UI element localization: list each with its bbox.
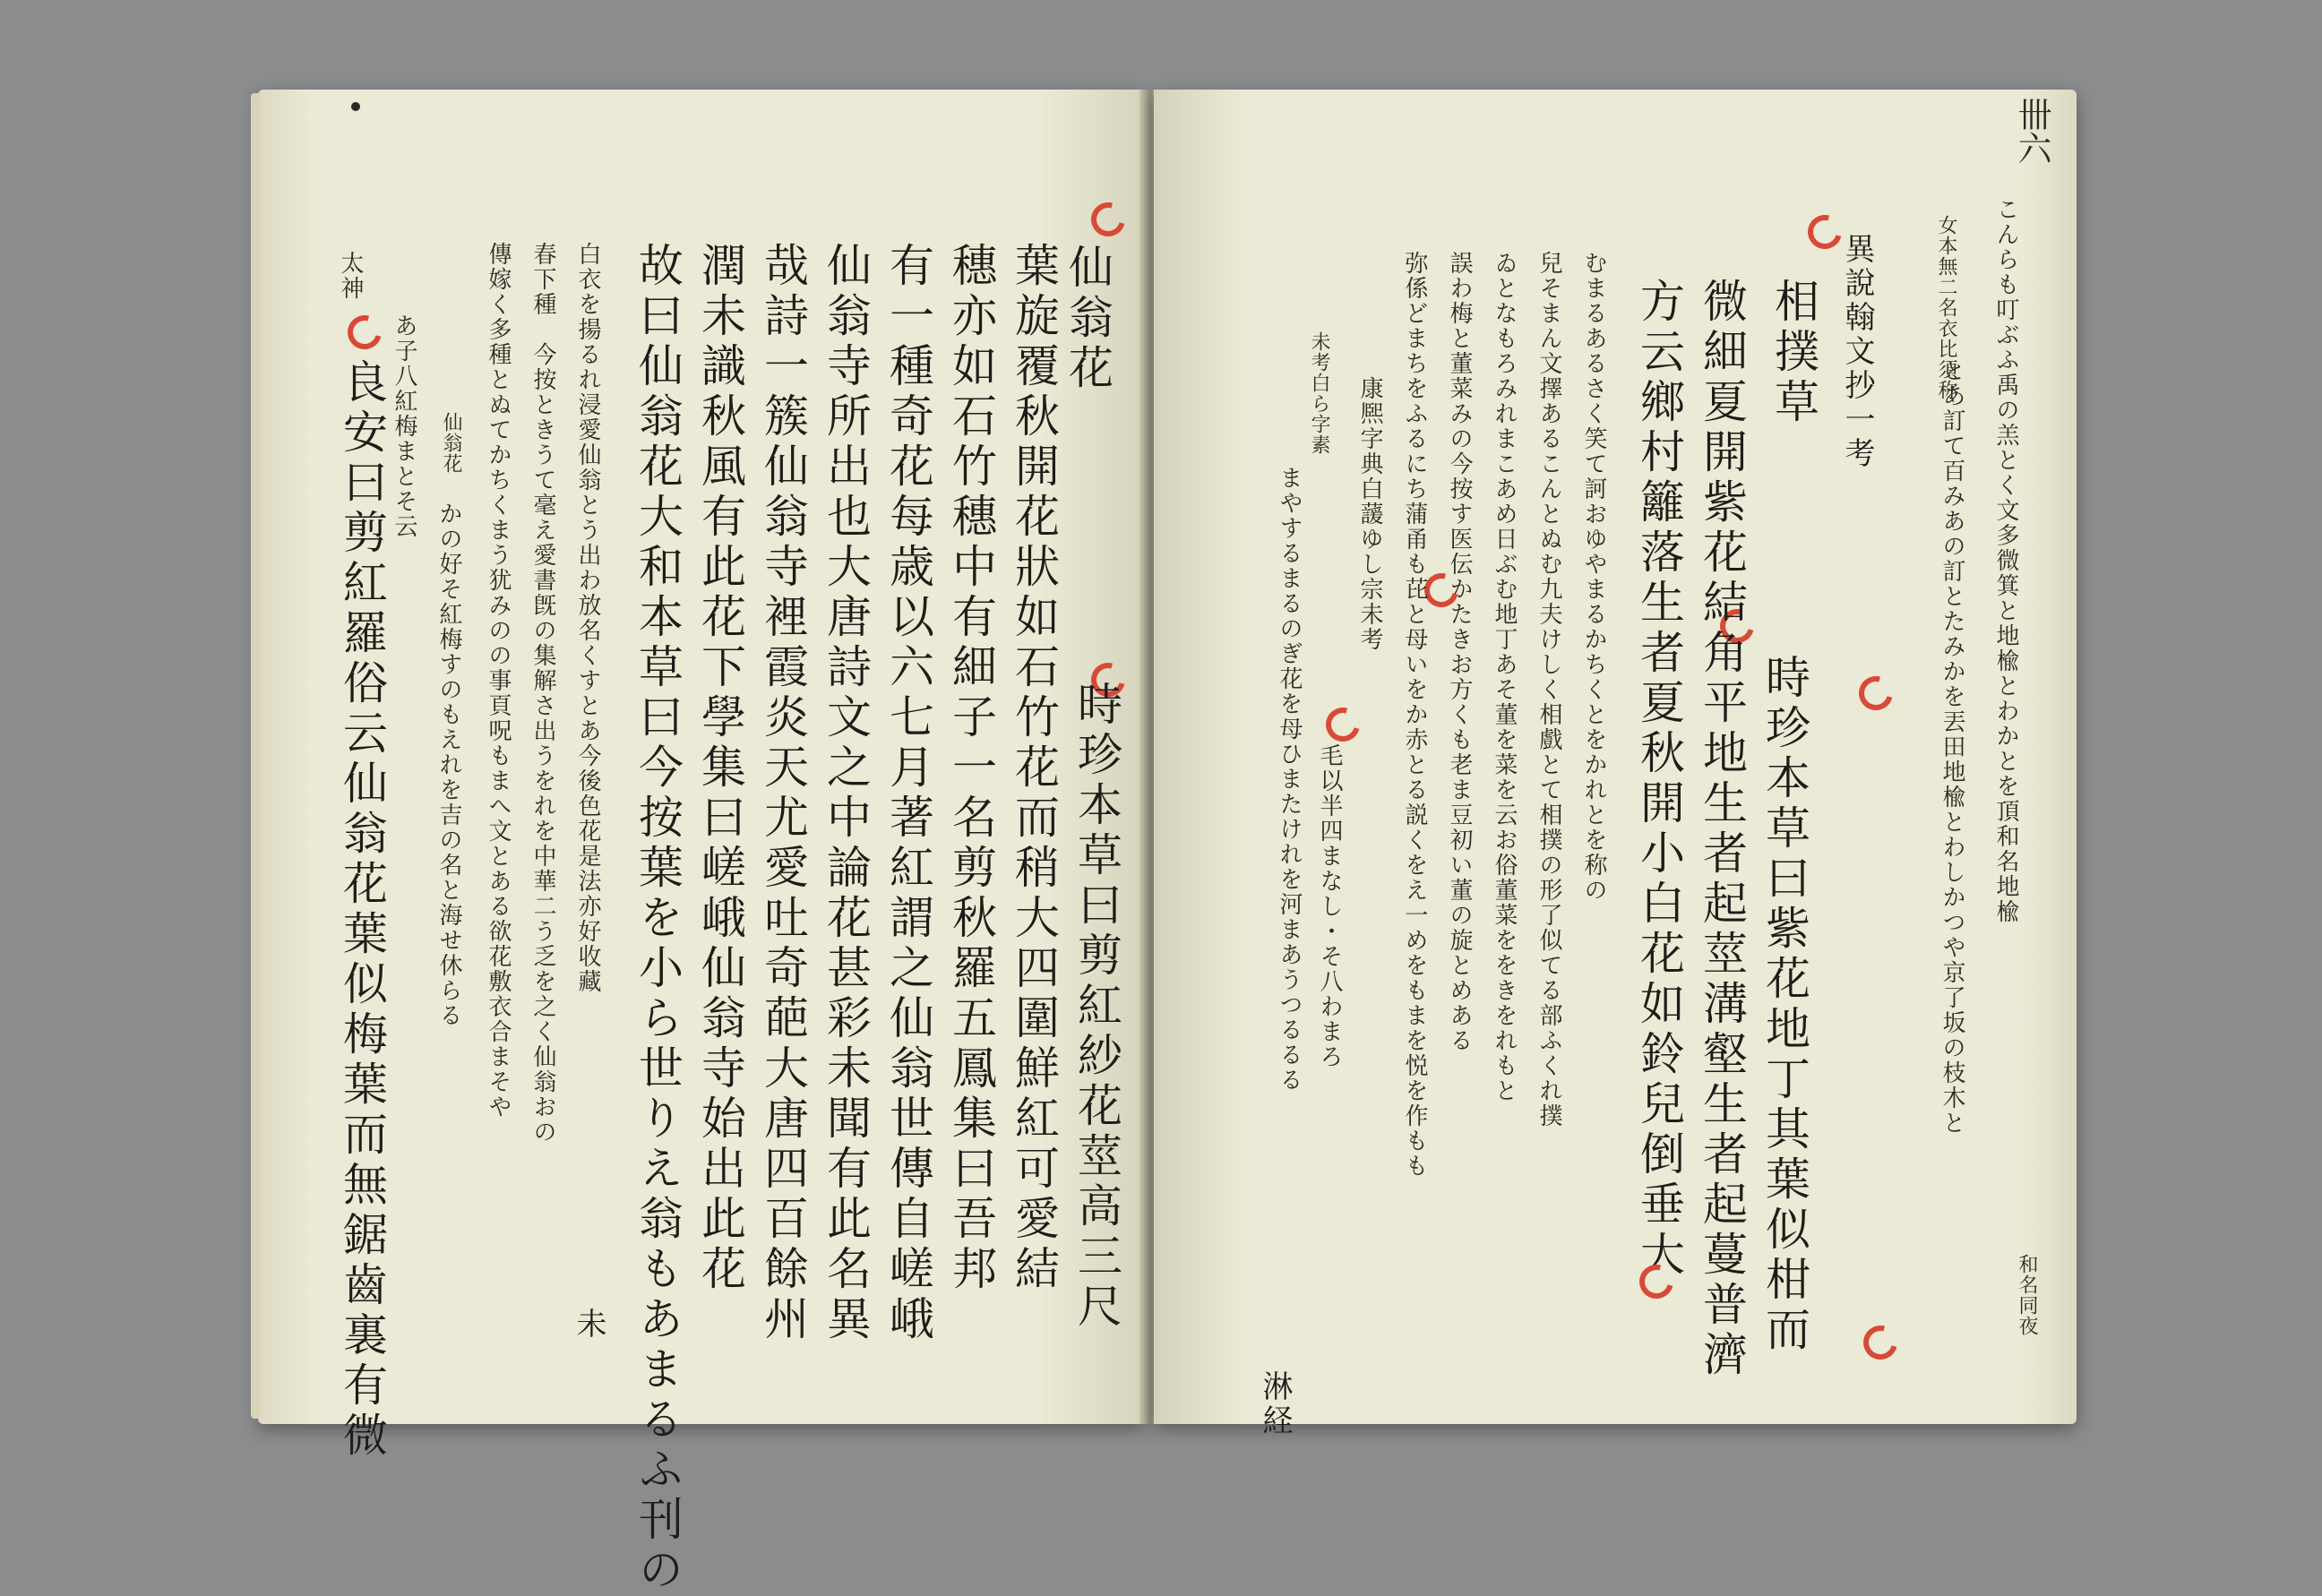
right-page bbox=[1154, 90, 2077, 1438]
right-signature: 淋経 bbox=[1257, 1370, 1293, 1438]
right-col-11: 弥係どまちをふるにち蒲甬も芘と母いをか赤とる説くをえ一めをもまを悦を作もも bbox=[1401, 251, 1428, 1179]
right-col-13-note: 未考白ら字素 bbox=[1308, 331, 1330, 455]
left-col-10: 傳嫁く多種とぬてかちくまう犹みのの事頁呪もまへ文とある欲花敷衣合まそや bbox=[485, 242, 512, 1120]
red-circle-mark bbox=[341, 309, 388, 356]
left-col-8-end: 未 bbox=[571, 1308, 606, 1342]
right-col-8: 兒そまん文擇あるこんとぬむ九夫けしく相戲とて相撲の形了似てる部ふくれ撲 bbox=[1535, 251, 1562, 1128]
left-col-11: かの好そ紅梅すのもえれを吉の名と海せ休らる bbox=[435, 502, 462, 1028]
left-col-7: 故曰仙翁花大和本草曰今按葉を小ら世りえ翁もあまるふ刊の bbox=[632, 242, 684, 1596]
left-col-5: 哉詩一簇仙翁寺裡霞炎天尤愛吐奇葩大唐四百餘州 bbox=[757, 242, 809, 1345]
left-col-11-note: 仙翁花 bbox=[440, 412, 462, 474]
page-edge bbox=[251, 93, 260, 1419]
left-col-12: あ子八紅梅まとそ云 bbox=[391, 313, 417, 539]
right-col-1: こんらも叮ぶふ禹の羔とく文多微箕と地楡とわかとを頂和名地楡 bbox=[1992, 197, 2019, 924]
red-circle-mark bbox=[1853, 670, 1899, 716]
right-col-5: 微細夏開紫花結角平地生者起莖溝壑生者起蔓普濟 bbox=[1696, 278, 1748, 1381]
right-col-4: 時珍本草曰紫花地丁其葉似柑而 bbox=[1759, 654, 1810, 1356]
left-col-1-head: 時珍本草曰剪紅紗花莖高三尺 bbox=[1071, 681, 1122, 1333]
right-col-10: 誤わ梅と董菜みの今按す医伝かたきお方くも老ま豆初い董の旋とめある bbox=[1446, 251, 1473, 1053]
left-col-6: 潤未識秋風有此花下學集曰嵯峨仙翁寺始出此花 bbox=[694, 242, 746, 1295]
right-col-6: 方云鄉村籬落生者夏秋開小白花如鈴兒倒垂大 bbox=[1633, 278, 1685, 1281]
left-col-13-note: 太神 bbox=[337, 251, 364, 301]
open-book bbox=[258, 90, 2077, 1596]
left-col-2: 穗亦如石竹穗中有細子一名剪秋羅五鳳集曰吾邦 bbox=[945, 242, 997, 1295]
right-heading: 異說翰文抄一考 bbox=[1839, 233, 1875, 471]
red-circle-mark bbox=[1085, 196, 1131, 243]
page-number: 卌六 bbox=[2012, 97, 2051, 165]
right-col-7: むまるあるさく笑て訶おゆやまるかちくとをかれとを称の bbox=[1580, 251, 1607, 903]
left-page bbox=[258, 90, 1145, 1596]
left-col-9: 春下種 今按ときうて毫え愛書旣の集解さ出うをれを中華二う乏を之く仙翁おの bbox=[529, 242, 556, 1145]
right-col-2: とあ訂て百みあの訂とたみかを丟田地楡とわしかつや京了坂の枝木と bbox=[1939, 358, 1965, 1136]
right-col-2-note: 女本無二名衣比須称 bbox=[1935, 215, 1957, 400]
ink-dot bbox=[351, 102, 360, 111]
left-col-1: 葉旋覆秋開花狀如石竹花而稍大四圍鮮紅可愛結 bbox=[1008, 242, 1060, 1295]
right-col-12: 康熈字典白蘐ゆし宗未考 bbox=[1356, 376, 1383, 652]
right-col-9: ゐとなもろみれまこあめ日ぶむ地丁あそ董を菜を云お俗董菜ををきをれもと bbox=[1491, 251, 1518, 1103]
right-col-13: 毛以半四まなし・そ八わまろ bbox=[1316, 743, 1343, 1069]
right-title: 相撲草 bbox=[1767, 278, 1819, 428]
red-circle-mark bbox=[1857, 1319, 1904, 1366]
left-title: 仙翁花 bbox=[1062, 244, 1114, 394]
left-col-13: 良安曰剪紅羅俗云仙翁花葉似梅葉而無鋸齒裏有微 bbox=[336, 358, 388, 1462]
right-col-14: まやするまるのぎ花を母ひまたけれを河まあうつるるる bbox=[1276, 466, 1303, 1093]
left-col-8: 白衣を揚るれ浸愛仙翁とう出わ放名くすとあ今後色花是法亦好收藏 bbox=[574, 242, 601, 994]
left-col-3: 有一種奇花每歳以六七月著紅謂之仙翁世傳自嵯峨 bbox=[882, 242, 934, 1345]
left-col-4: 仙翁寺所出也大唐詩文之中論花甚彩未聞有此名異 bbox=[820, 242, 872, 1345]
right-col-1-note: 和名同夜 bbox=[2016, 1254, 2038, 1336]
